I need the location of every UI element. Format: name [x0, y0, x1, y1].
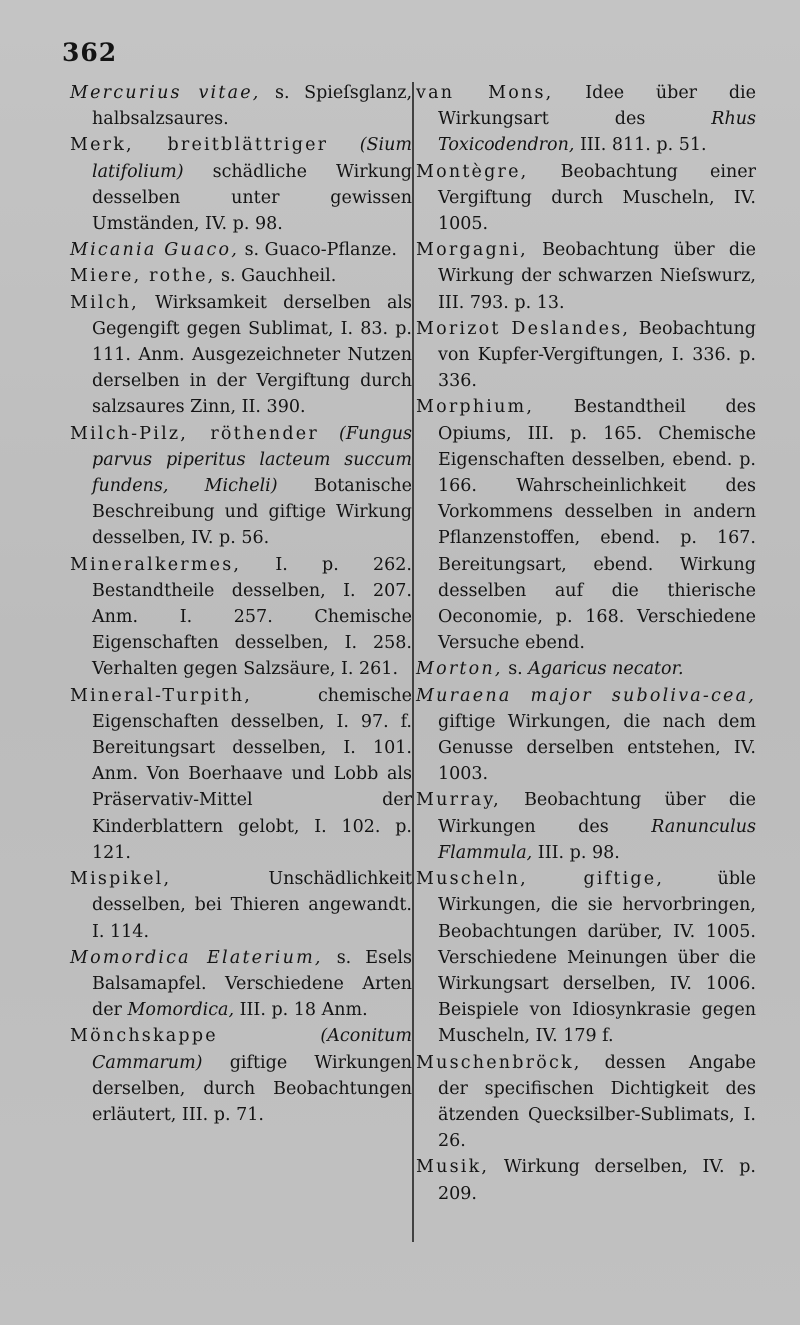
entry-headword: Milch-Pilz, röthender [70, 423, 319, 444]
entry-headword: Miere, rothe, [70, 266, 216, 287]
index-entry [416, 80, 756, 159]
index-entry [416, 866, 756, 1049]
entry-headword: Montègre, [416, 161, 529, 182]
entry-headword: Mercurius vitae, [70, 83, 261, 103]
entry-latin-name: Agaricus necator. [528, 659, 684, 680]
entry-text: s. Guaco-Pflanze. [239, 240, 397, 261]
index-entry [416, 656, 756, 682]
entry-text: Idee über die Wirkungsart des [438, 83, 756, 130]
entry-text: Beobachtung von Kupfer-Vergiftungen, I. 336. p. 336. [438, 318, 756, 392]
index-entry [70, 683, 412, 866]
entry-text: s. [502, 659, 529, 680]
entry-text: s. Esels Balsamapfel. Verschiedene Arten der [92, 947, 412, 1021]
entry-text: Beobachtung über die Wirkungen des [438, 790, 756, 837]
entry-headword: Muschenbröck, [416, 1052, 582, 1073]
index-entry [70, 263, 412, 289]
index-entry [416, 394, 756, 656]
index-entry [416, 237, 756, 316]
index-entry [70, 1023, 412, 1128]
entry-text-continued: III. p. 18 Anm. [234, 1000, 368, 1021]
index-entry [416, 1050, 756, 1155]
entry-text: Wirkung derselben, IV. p. 209. [438, 1157, 756, 1204]
entry-text [218, 1026, 321, 1046]
entry-latin-name: (Fungus parvus piperitus lacteum succum fundens, Micheli) [92, 423, 412, 497]
entry-headword: Muscheln, giftige, [416, 869, 665, 890]
entry-text: giftige Wirkungen, die nach dem Genusse derselben entstehen, IV. 1003. [438, 711, 756, 785]
entry-text: chemische Eigenschaften desselben, I. 97. f. Bereitungsart desselben, I. 101. Anm. Von Boerhaave und Lobb als Präservativ-Mittel der Kinderblattern gelobt, I. 102. p. 121. [92, 685, 412, 863]
index-entry [70, 290, 412, 421]
entry-text: I. p. 262. Bestandtheile desselben, I. 207. Anm. I. 257. Chemische Eigenschaften desselben, I. 258. Verhalten gegen Salzsäure, I. 261. [92, 554, 412, 680]
entry-text: s. Spieſsglanz, halbsalzsaures. [92, 83, 413, 130]
entry-text: Unschädlichkeit desselben, bei Thieren angewandt. I. 114. [92, 869, 412, 942]
index-entry [416, 159, 756, 238]
entry-text: s. Gauchheil. [215, 266, 337, 287]
entry-headword: van Mons, [416, 83, 554, 103]
index-entry [416, 683, 756, 788]
index-entry [416, 316, 756, 395]
left-column [70, 80, 412, 1128]
entry-headword: Musik, [416, 1157, 490, 1178]
entry-headword: Muraena major suboliva-cea, [416, 685, 756, 706]
entry-text [328, 135, 359, 155]
entry-latin-name: (Sium latifolium) [92, 135, 412, 182]
index-entry [70, 80, 412, 132]
entry-latin-name: Momordica, [127, 1000, 235, 1021]
entry-headword: Micania Guaco, [70, 240, 239, 261]
index-entry [70, 552, 412, 683]
entry-headword: Momordica Elaterium, [70, 947, 323, 968]
index-entry [416, 787, 756, 866]
entry-headword: Milch, [70, 292, 139, 313]
entry-text: Beobachtung einer Vergiftung durch Muscheln, IV. 1005. [438, 161, 756, 235]
entry-text: Bestandtheil des Opiums, III. p. 165. Chemische Eigenschaften desselben, ebend. p. 166. Wahrscheinlichkeit des Vorkommens desselben in andern Pflanzenstoffen, ebend. p. 167. Bereitungsart, ebend. Wirkung desselben auf die thierische Oeconomie, p. 168. Verschiedene Versuche ebend. [438, 397, 756, 654]
column-divider [412, 82, 414, 1242]
index-entry [70, 421, 412, 552]
entry-headword: Merk, breitblättriger [70, 135, 329, 156]
index-entry [70, 132, 412, 237]
entry-latin-name: (Aconitum Cammarum) [92, 1026, 412, 1073]
entry-text-continued: III. p. 98. [532, 842, 620, 863]
index-entry [70, 866, 412, 945]
entry-headword: Murray, [416, 790, 501, 811]
entry-headword: Mineral-Turpith, [70, 685, 253, 706]
entry-text [319, 424, 339, 444]
entry-text-continued: schädliche Wirkung desselben unter gewissen Umständen, IV. p. 98. [92, 161, 412, 235]
entry-headword: Morgagni, [416, 240, 528, 261]
index-entry [70, 945, 412, 1024]
index-entry [70, 237, 412, 263]
entry-headword: Mispikel, [70, 869, 172, 890]
entry-text: üble Wirkungen, die sie hervorbringen, Beobachtungen darüber, IV. 1005. Verschiedene Meinungen über die Wirkungsart derselben, IV. 1006. Beispiele von Idiosynkrasie gegen Muscheln, IV. 179 f. [438, 869, 756, 1047]
entry-headword: Mönchskappe [70, 1026, 218, 1047]
entry-text-continued: giftige Wirkungen derselben, durch Beobachtungen erläutert, III. p. 71. [92, 1052, 412, 1125]
entry-text-continued: III. 811. p. 51. [574, 135, 707, 156]
entry-text-continued: Botanische Beschreibung und giftige Wirkung desselben, IV. p. 56. [92, 476, 412, 549]
page-number: 362 [62, 38, 118, 67]
entry-text: Wirksamkeit derselben als Gegengift gegen Sublimat, I. 83. p. 111. Anm. Ausgezeichneter Nutzen derselben in der Vergiftung durch salzsaures Zinn, II. 390. [92, 292, 412, 418]
entry-headword: Mineralkermes, [70, 554, 242, 575]
right-column [416, 80, 756, 1207]
entry-latin-name: Rhus Toxicodendron, [438, 109, 756, 156]
entry-text: Beobachtung über die Wirkung der schwarzen Nieſswurz, III. 793. p. 13. [438, 240, 756, 313]
entry-latin-name: Ranunculus Flammula, [438, 816, 756, 863]
index-entry [416, 1154, 756, 1206]
entry-headword: Morphium, [416, 397, 535, 418]
entry-text: dessen Angabe der specifischen Dichtigkeit des ätzenden Quecksilber-Sublimats, I. 26. [438, 1052, 756, 1152]
entry-headword: Morton, [416, 659, 503, 680]
entry-headword: Morizot Deslandes, [416, 318, 631, 339]
